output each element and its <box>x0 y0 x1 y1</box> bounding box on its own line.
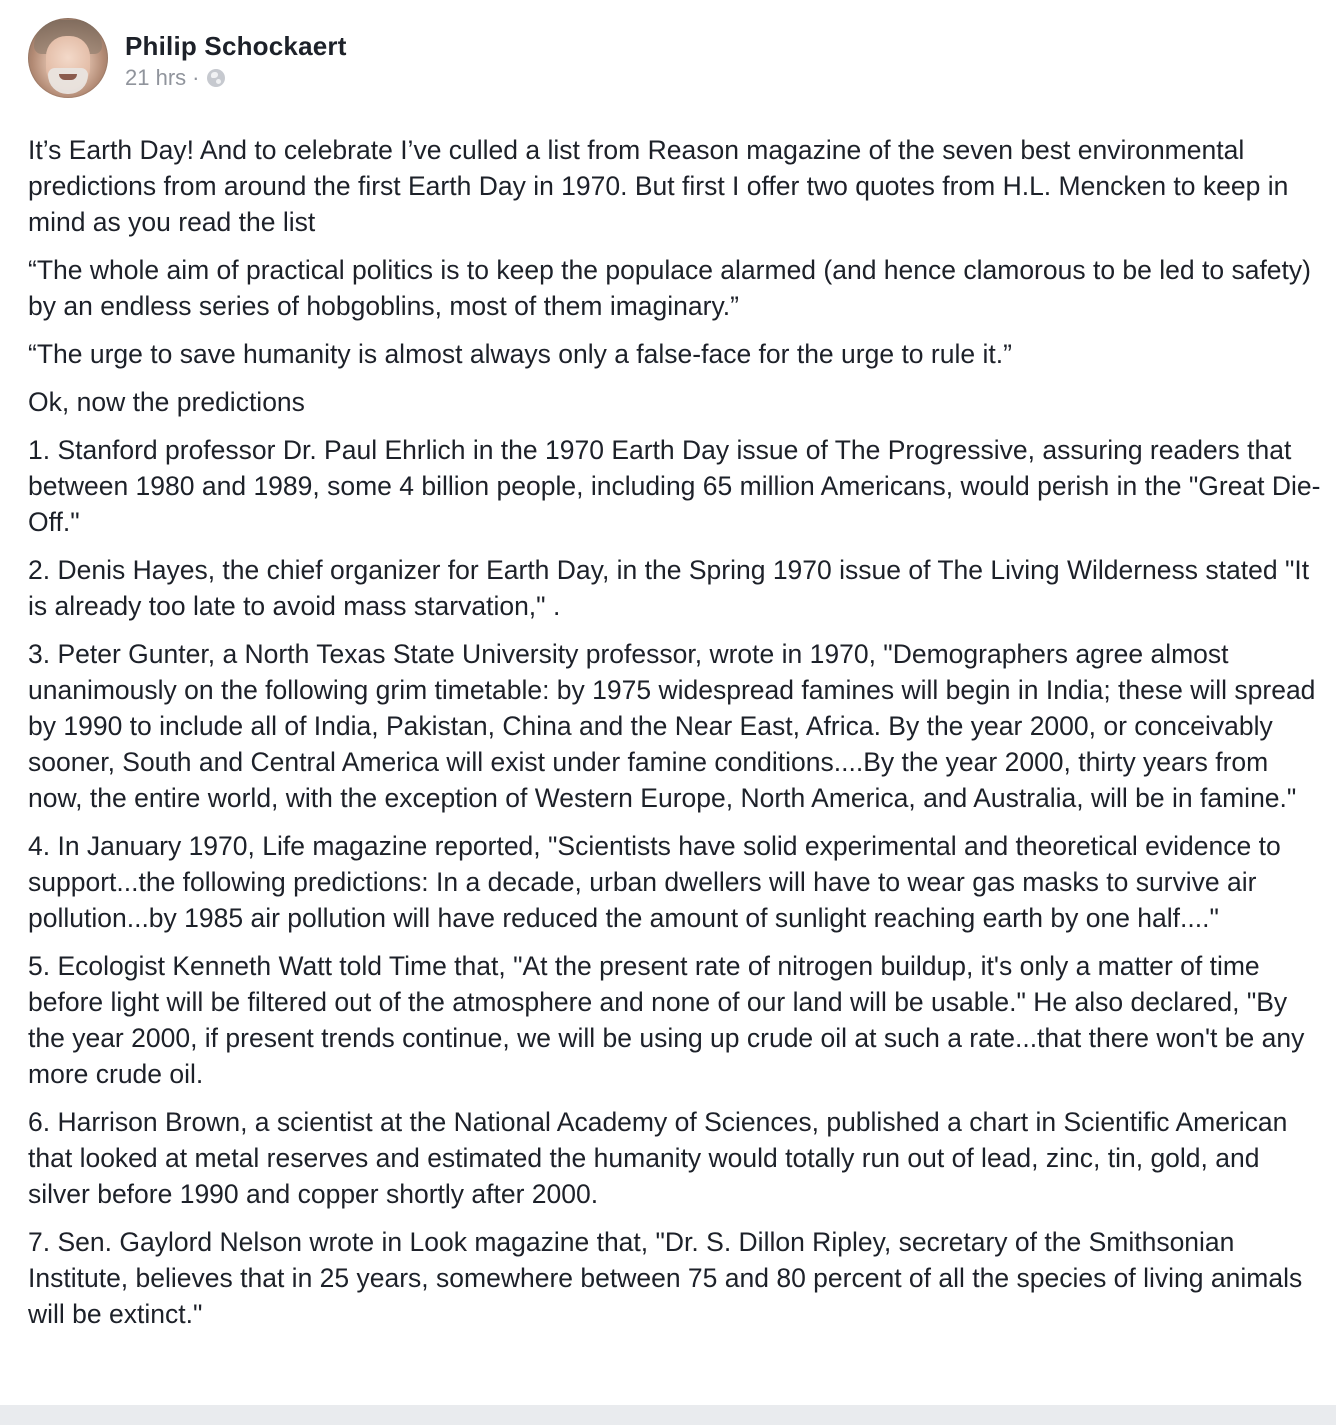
post-paragraph-prediction-4: 4. In January 1970, Life magazine reported, "Scientists have solid experimental and theoretical evidence to support...the following predictions: In a decade, urban dwellers will have to wear gas masks to survive air pollution...by 1985 air pollution will have reduced the amount of sunlight reaching earth by one half...." <box>28 831 1281 933</box>
post-header <box>28 18 347 100</box>
meta-separator: · <box>192 65 200 90</box>
post-time-row <box>125 64 347 92</box>
post-paragraph-prediction-5: 5. Ecologist Kenneth Watt told Time that, "At the present rate of nitrogen buildup, it's only a matter of time before light will be filtered out of the atmosphere and none of our land will be usable." He also declared, "By the year 2000, if present trends continue, we will be using up crude oil at such a rate...that there won't be any more crude oil. <box>28 951 1305 1089</box>
globe-icon[interactable] <box>207 69 225 87</box>
post-timestamp[interactable]: 21 hrs <box>125 65 187 90</box>
post-paragraph-intro: It’s Earth Day! And to celebrate I’ve culled a list from Reason magazine of the seven best environmental predictions from around the first Earth Day in 1970. But first I offer two quotes from H.L. Mencken to keep in mind as you read the list <box>28 135 1289 237</box>
post-meta <box>125 18 347 92</box>
avatar[interactable] <box>28 18 108 98</box>
post-paragraph-prediction-1: 1. Stanford professor Dr. Paul Ehrlich in the 1970 Earth Day issue of The Progressive, assuring readers that between 1980 and 1989, some 4 billion people, including 65 million Americans, would perish in the "Great Die-Off." <box>28 435 1321 537</box>
avatar-beard <box>48 68 88 94</box>
author-name[interactable]: Philip Schockaert <box>125 31 347 61</box>
post-paragraph-transition: Ok, now the predictions <box>28 387 305 417</box>
post-paragraph-prediction-2: 2. Denis Hayes, the chief organizer for Earth Day, in the Spring 1970 issue of The Living Wilderness stated "It is already too late to avoid mass starvation," . <box>28 555 1310 621</box>
feed-background-strip <box>0 1405 1336 1425</box>
post-paragraph-prediction-7: 7. Sen. Gaylord Nelson wrote in Look magazine that, "Dr. S. Dillon Ripley, secretary of the Smithsonian Institute, believes that in 25 years, somewhere between 75 and 80 percent of all the species of living animals will be extinct." <box>28 1227 1303 1329</box>
post-body <box>28 132 1326 1344</box>
post-paragraph-prediction-3: 3. Peter Gunter, a North Texas State University professor, wrote in 1970, "Demographers agree almost unanimously on the following grim timetable: by 1975 widespread famines will begin in India; these will spread by 1990 to include all of India, Pakistan, China and the Near East, Africa. By the year 2000, or conceivably sooner, South and Central America will exist under famine conditions....By the year 2000, thirty years from now, the entire world, with the exception of Western Europe, North America, and Australia, will be in famine." <box>28 639 1316 813</box>
post-paragraph-quote-2: “The urge to save humanity is almost always only a false-face for the urge to rule it.” <box>28 339 1012 369</box>
post-paragraph-quote-1: “The whole aim of practical politics is to keep the populace alarmed (and hence clamorous to be led to safety) by an endless series of hobgoblins, most of them imaginary.” <box>28 255 1311 321</box>
post-paragraph-prediction-6: 6. Harrison Brown, a scientist at the National Academy of Sciences, published a chart in Scientific American that looked at metal reserves and estimated the humanity would totally run out of lead, zinc, tin, gold, and silver before 1990 and copper shortly after 2000. <box>28 1107 1288 1209</box>
